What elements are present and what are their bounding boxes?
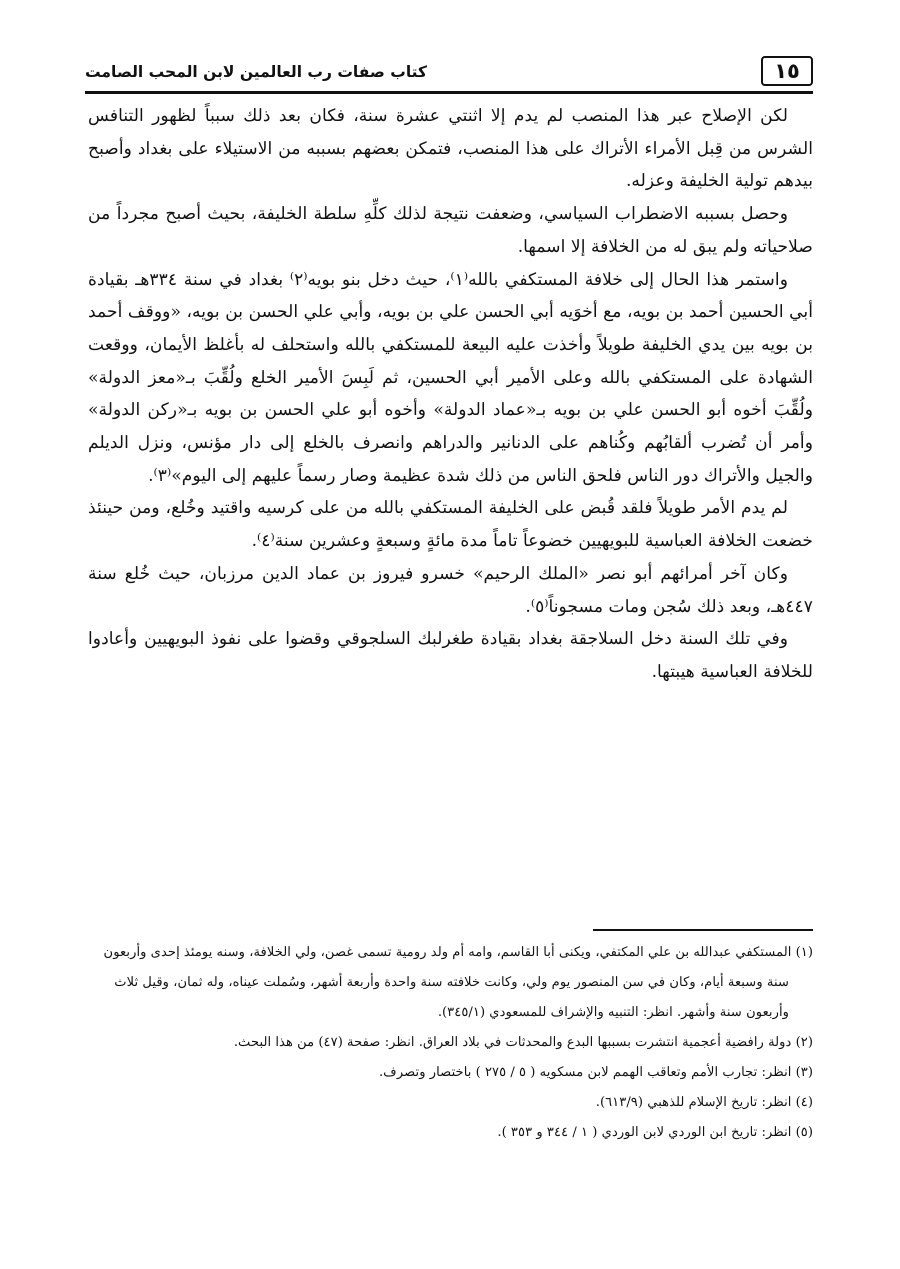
book-title: كتاب صفات رب العالمين لابن المحب الصامت (85, 63, 427, 81)
main-text (88, 100, 813, 689)
footnotes (88, 938, 813, 1148)
paragraph: لم يدم الأمر طويلاً فلقد قُبض على الخليفة المستكفي بالله من على كرسيه واقتيد وخُلع، ومن حينئذ خضعت الخلافة العباسية للبويهيين خضوعاً تاماً مدة مائةٍ وسبعةٍ وعشرين سنة⁽٤⁾. (88, 498, 813, 552)
footnote-2: (٢) دولة رافضية أعجمية انتشرت بسببها البدع والمحدثات في بلاد العراق. انظر: صفحة (٤٧) من هذا البحث. (233, 1035, 813, 1050)
footnote-3: (٣) انظر: تجارب الأمم وتعاقب الهمم لابن مسكويه ( ٥ / ٢٧٥ ) باختصار وتصرف. (378, 1065, 813, 1080)
footnote-1-line-2: سنة وسبعة أيام، وكان في سن المنصور يوم ولي، وكانت خلافته سنة واحدة وأربعة أشهر، وسُملت عيناه، وله ثمان، وقيل ثلاث (114, 975, 789, 990)
paragraph: وكان آخر أمرائهم أبو نصر «الملك الرحيم» خسرو فيروز بن عماد الدين مرزبان، حيث خُلع سنة ٤٤٧هـ، وبعد ذلك سُجن ومات مسجوناً⁽٥⁾. (88, 563, 813, 617)
footnote-1-line-1: (١) المستكفي عبدالله بن علي المكتفي، ويكنى أبا القاسم، وامه أم ولد رومية تسمى غصن، ولي الخلافة، وسنه يومئذ إحدى وأربعون (103, 945, 813, 960)
paragraph: واستمر هذا الحال إلى خلافة المستكفي بالله⁽١⁾، حيث دخل بنو بويه⁽٢⁾ بغداد في سنة ٣٣٤هـ بقيادة أبي الحسين أحمد بن بويه، مع أخوَيه أبي الحسن علي بن بويه، وأبي علي الحسن بن بويه، «ووقف أحمد بن بويه بين يدي الخليفة طويلاً وأخذت عليه البيعة للمستكفي بالله واستحلف له بأغلظ الأيمان، ووقعت الشهادة على المستكفي بالله وعلى الأمير أبي الحسين، ثم لَبِسَ الأمير الخلع ولُقِّبَ بـ«معز الدولة» ولُقِّبَ أخوه أبو الحسن علي بن بويه بـ«عماد الدولة» وأخوه أبو علي الحسن بن بويه بـ«ركن الدولة» وأمر أن تُضرب ألقابُهم وكُناهم على الدنانير والدراهم وانصرف بالخلع إلى دار مؤنس، ونزل الديلم والجيل والأتراك دور الناس فلحق الناس من ذلك شدة عظيمة وصار رسماً عليهم إلى اليوم»⁽٣⁾. (88, 269, 813, 486)
footnote-divider (593, 929, 813, 931)
footnote-5: (٥) انظر: تاريخ ابن الوردي لابن الوردي ( ١ / ٣٤٤ و ٣٥٣ ). (497, 1125, 813, 1140)
header-divider (85, 91, 813, 94)
page-header (85, 56, 813, 90)
paragraph: لكن الإصلاح عبر هذا المنصب لم يدم إلا اثنتي عشرة سنة، فكان بعد ذلك سبباً لظهور التنافس الشرس من قِبل الأمراء الأتراك على هذا المنصب، فتمكن بعضهم بسببه من الاستيلاء على بغداد وأصبح بيدهم تولية الخليفة وعزله. (88, 106, 813, 192)
footnote-1-line-3: وأربعون سنة وأشهر. انظر: التنبيه والإشراف للمسعودي (٣٤٥/١). (437, 1005, 789, 1020)
paragraph: وفي تلك السنة دخل السلاجقة بغداد بقيادة طغرلبك السلجوقي وقضوا على نفوذ البويهيين وأعادوا للخلافة العباسية هيبتها. (88, 629, 813, 682)
footnote-4: (٤) انظر: تاريخ الإسلام للذهبي (٦١٣/٩). (595, 1095, 813, 1110)
paragraph: وحصل بسببه الاضطراب السياسي، وضعفت نتيجة لذلك كلِّهِ سلطة الخليفة، بحيث أصبح مجرداً من صلاحياته ولم يبق له من الخلافة إلا اسمها. (88, 204, 813, 257)
page-number: ١٥ (761, 56, 813, 86)
